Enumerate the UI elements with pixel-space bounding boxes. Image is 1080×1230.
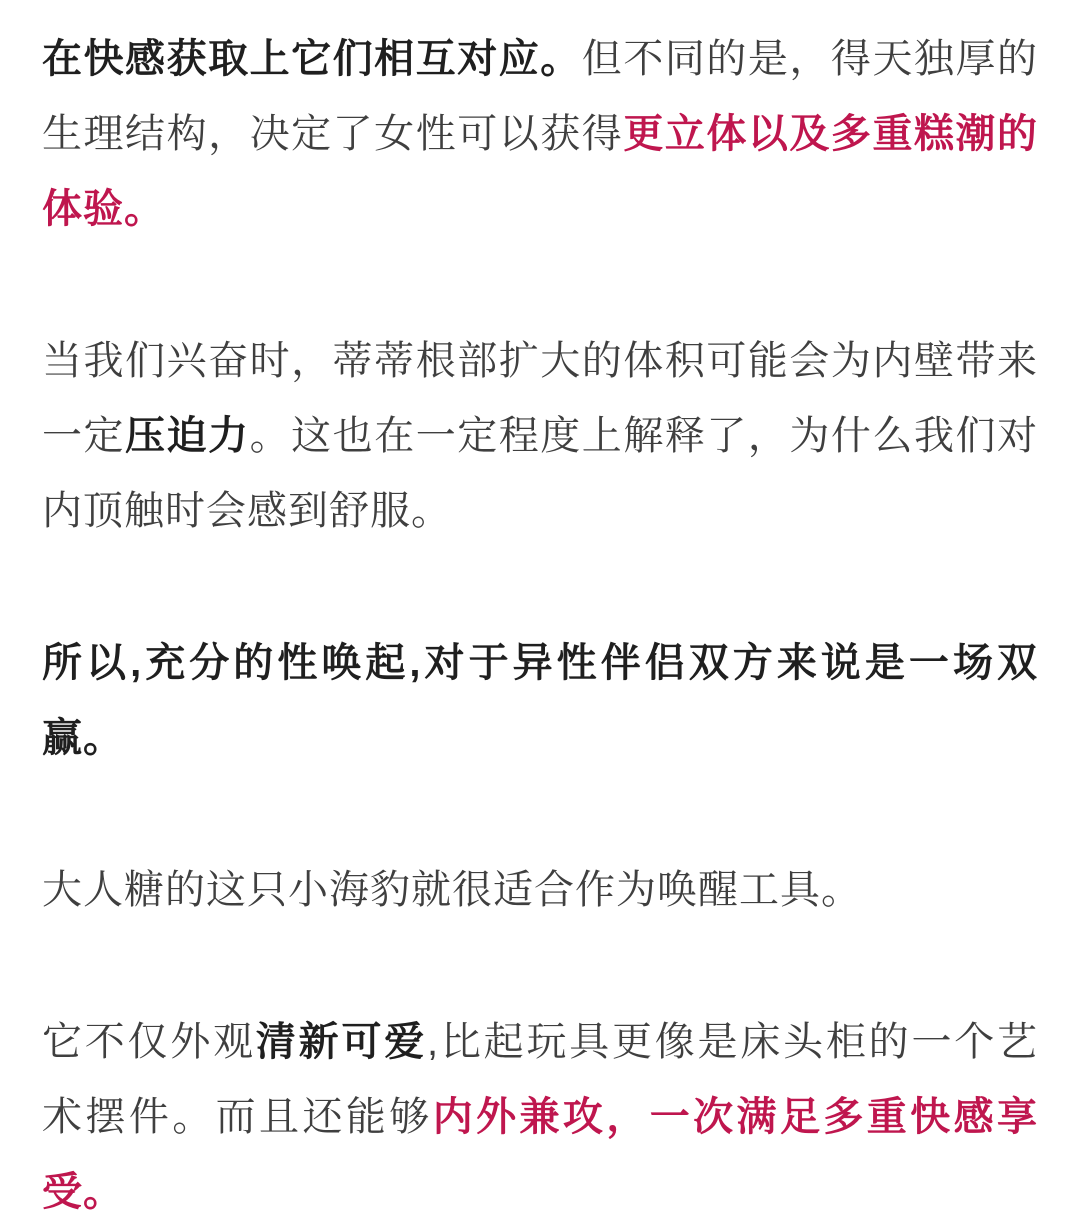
paragraph [42, 1005, 1038, 1230]
text-run-normal: ,比起玩具更像是床头柜的一个艺术摆件。而且还能够 [42, 1020, 1038, 1139]
text-run-strong: 在快感获取上它们相互对应。 [42, 37, 582, 81]
text-run-normal: 当我们兴奋时，蒂蒂根部扩大的体积可能会为内壁带来一定 [42, 339, 1038, 458]
text-run-strong: 压迫力 [125, 414, 250, 458]
text-run-normal: 但不同的是，得天独厚的生理结构，决定了女性可以获得 [42, 37, 1039, 156]
text-run-normal: 。这也在一定程度上解释了，为什么我们对内顶触时会感到舒服。 [42, 414, 1039, 533]
text-run-accent: 更立体以及多重糕潮的体验。 [42, 112, 1039, 231]
paragraph [42, 626, 1038, 776]
paragraph [42, 324, 1038, 549]
text-run-normal: 大人糖的这只小海豹就很适合作为唤醒工具。 [42, 868, 862, 912]
text-run-normal: 它不仅外观 [42, 1020, 256, 1064]
text-run-strong: 清新可爱 [255, 1020, 427, 1064]
text-run-accent: 内外兼攻，一次满足多重快感享受。 [42, 1095, 1039, 1214]
paragraph [42, 22, 1038, 247]
text-run-strong: 所以,充分的性唤起,对于异性伴侣双方来说是一场双赢。 [42, 641, 1038, 760]
paragraph [42, 853, 1038, 928]
